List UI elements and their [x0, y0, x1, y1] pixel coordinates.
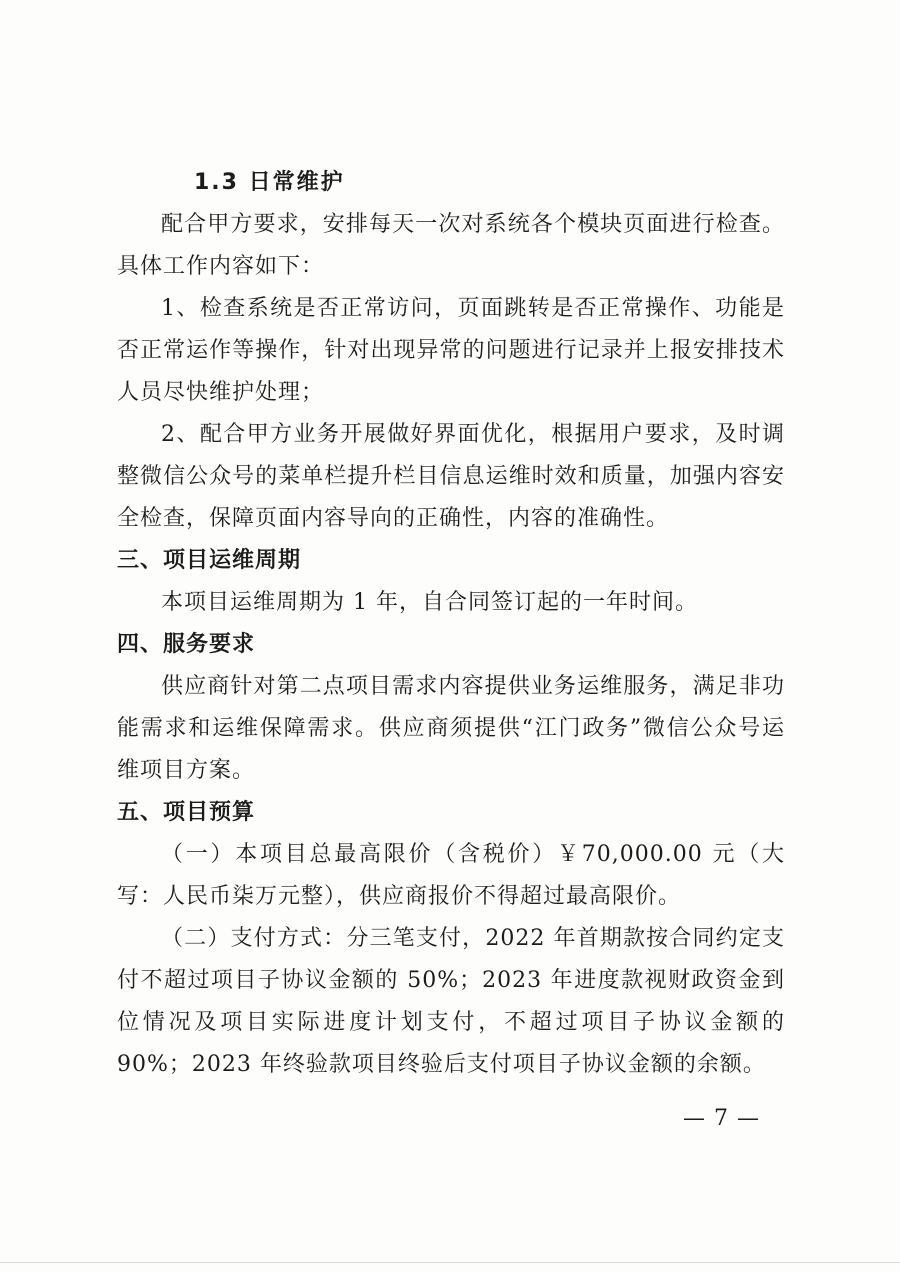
section-heading-1-3: 1.3 日常维护	[194, 170, 345, 195]
paragraph-budget-1: （一）本项目总最高限价（含税价）￥70,000.00 元（大写：人民币柒万元整），供应商报价不得超过最高限价。	[117, 842, 785, 909]
paragraph-item-2: 2、配合甲方业务开展做好界面优化，根据用户要求，及时调整微信公众号的菜单栏提升栏目信息运维时效和质量，加强内容安全检查，保障页面内容导向的正确性，内容的准确性。	[117, 422, 785, 531]
paragraph-service: 供应商针对第二点项目需求内容提供业务运维服务，满足非功能需求和运维保障需求。供应商须提供“江门政务”微信公众号运维项目方案。	[117, 674, 785, 783]
section-heading-3: 三、项目运维周期	[117, 548, 302, 573]
section-heading-5: 五、项目预算	[117, 800, 256, 825]
scan-edge-divider	[0, 1262, 900, 1263]
paragraph-intro: 配合甲方要求，安排每天一次对系统各个模块页面进行检查。具体工作内容如下：	[117, 212, 785, 279]
paragraph-period: 本项目运维周期为 1 年，自合同签订起的一年时间。	[161, 590, 698, 615]
page-number: — 7 —	[683, 1106, 760, 1131]
paragraph-item-1: 1、检查系统是否正常访问，页面跳转是否正常操作、功能是否正常运作等操作，针对出现异常的问题进行记录并上报安排技术人员尽快维护处理；	[117, 296, 785, 405]
page-content	[117, 162, 785, 1086]
paragraph-budget-2: （二）支付方式：分三笔支付，2022 年首期款按合同约定支付不超过项目子协议金额的 50%；2023 年进度款视财政资金到位情况及项目实际进度计划支付，不超过项目子协议金额的 90%；2023 年终验款项目终验后支付项目子协议金额的余额。	[117, 926, 785, 1077]
section-heading-4: 四、服务要求	[117, 632, 256, 657]
